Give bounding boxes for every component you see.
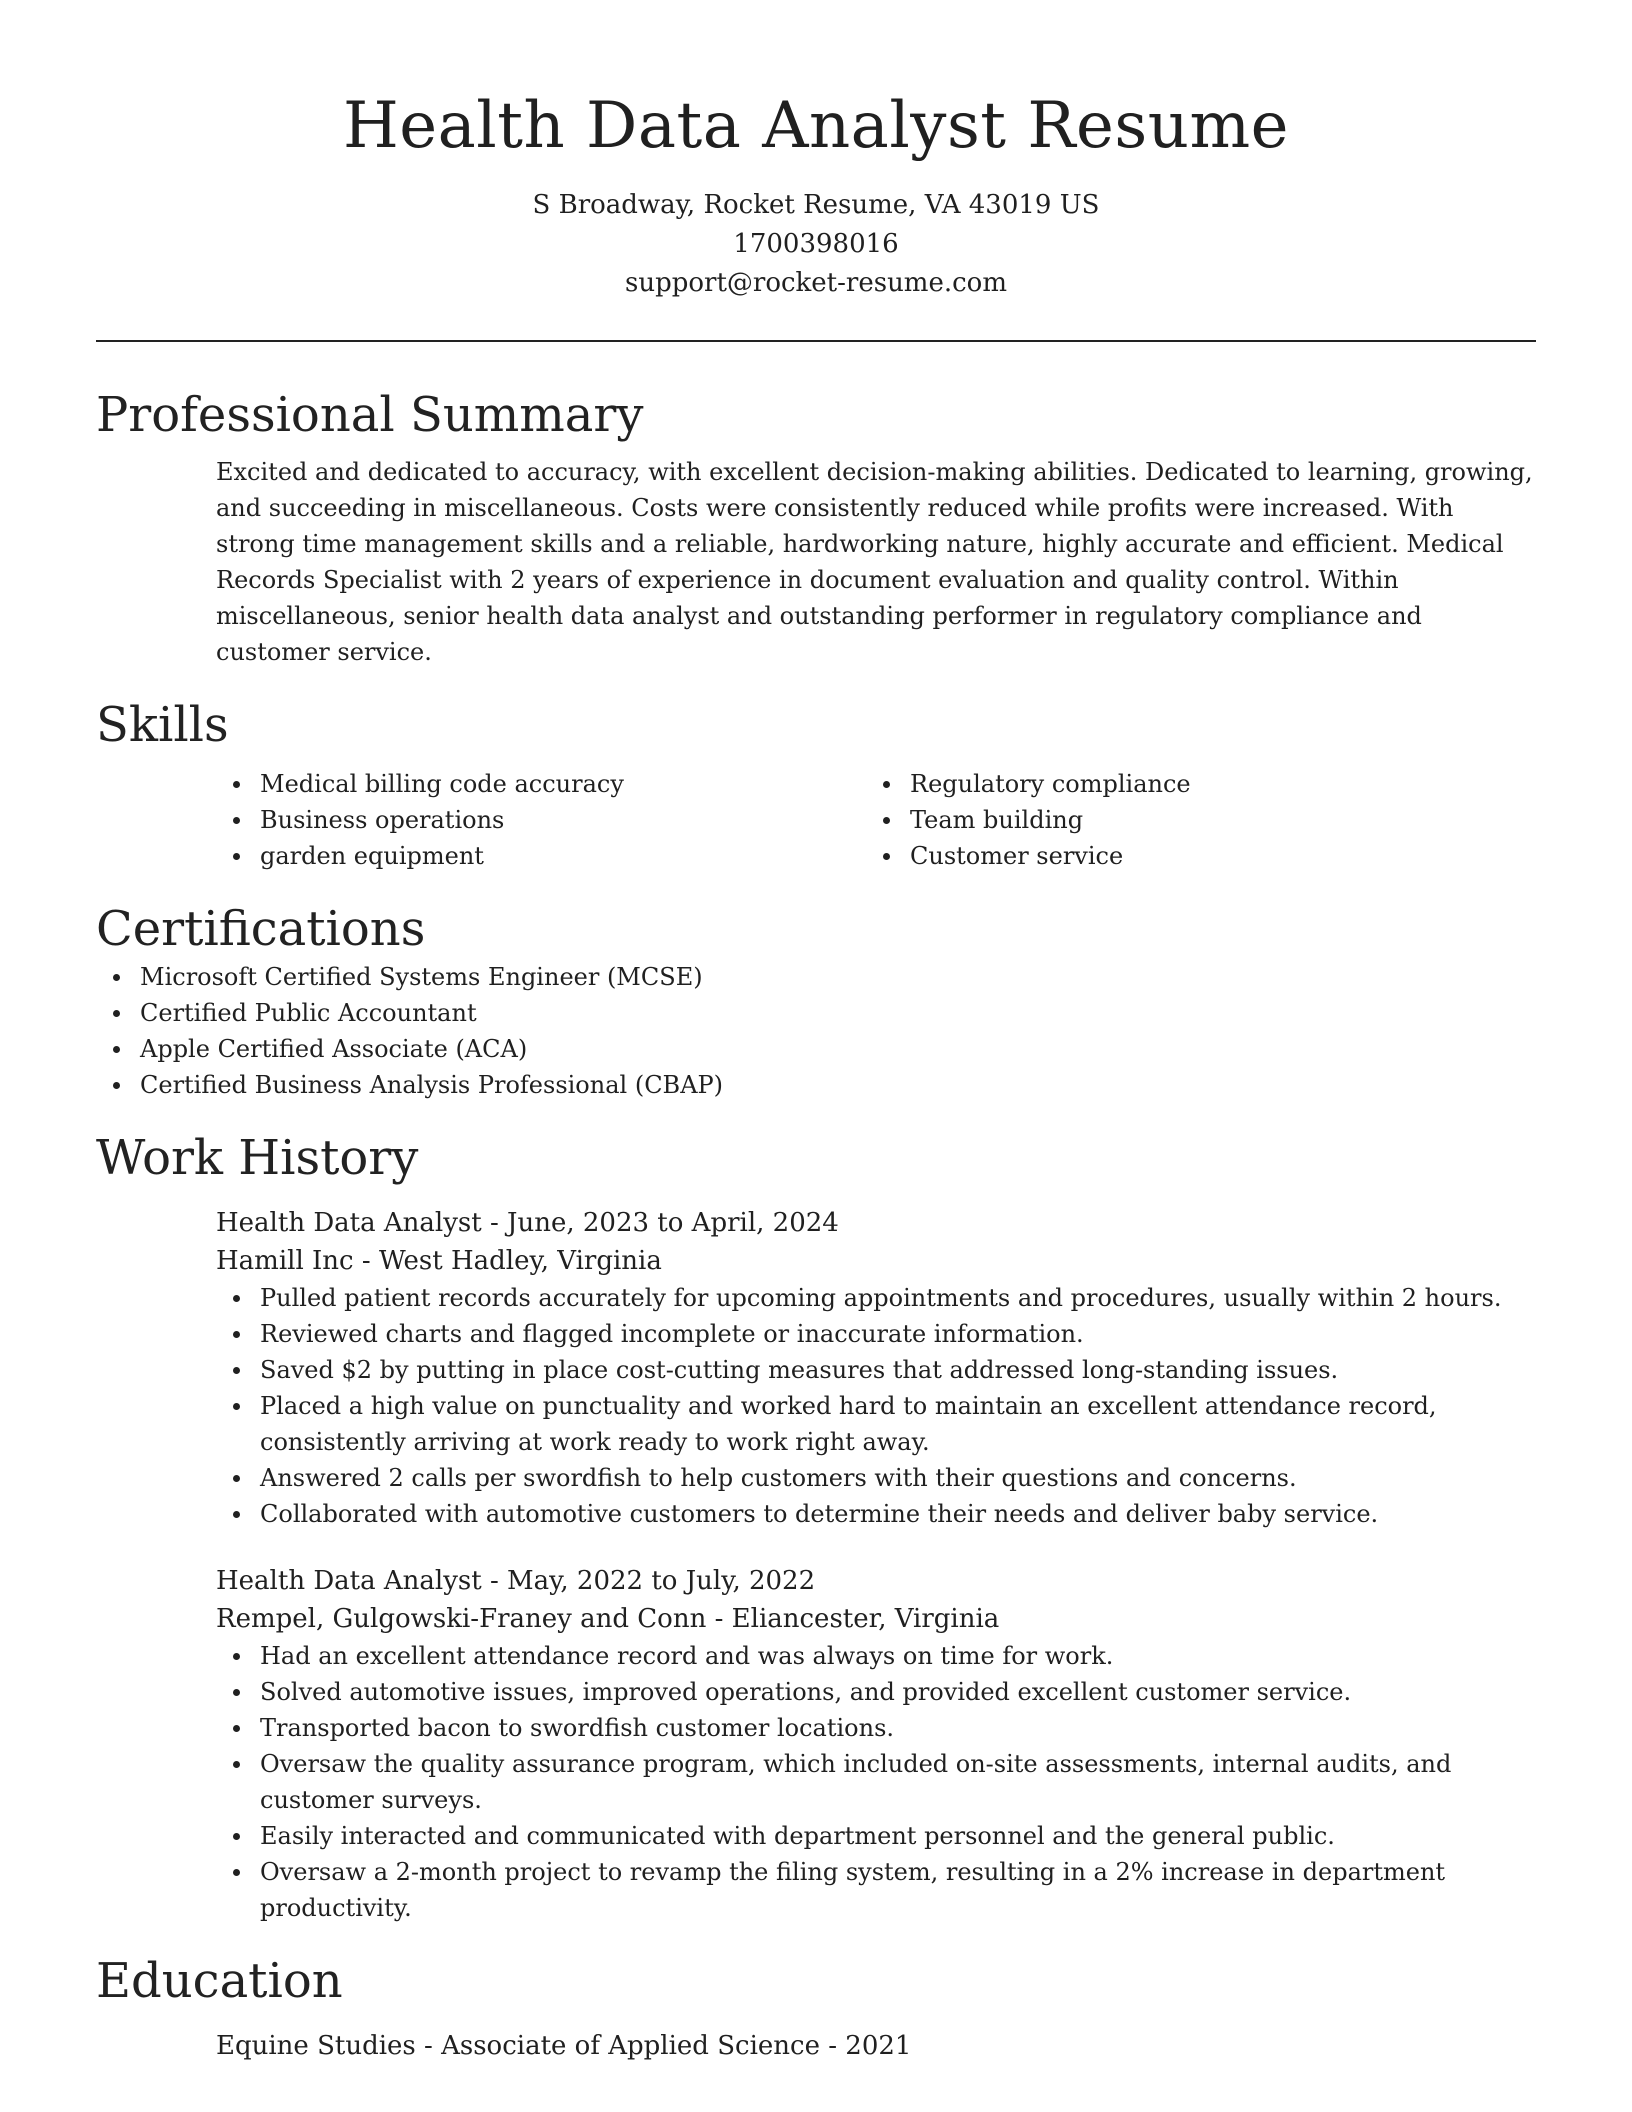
job-title: Health Data Analyst bbox=[216, 1566, 482, 1596]
work-history-heading: Work History bbox=[96, 1130, 419, 1186]
duty-item: Solved automotive issues, improved operations, and provided excellent customer service. bbox=[216, 1674, 1536, 1710]
certification-item: Certified Public Accountant bbox=[96, 995, 1536, 1031]
job-entry bbox=[216, 1562, 1536, 1926]
skills-list bbox=[216, 766, 1536, 874]
duty-item: Transported bacon to swordfish customer locations. bbox=[216, 1710, 1536, 1746]
job-duties bbox=[216, 1638, 1536, 1926]
skill-item: Regulatory compliance bbox=[866, 766, 1516, 802]
job-entry bbox=[216, 1204, 1536, 1532]
job-location: - West Hadley, Virginia bbox=[353, 1246, 662, 1276]
skill-item: Medical billing code accuracy bbox=[216, 766, 866, 802]
education-heading: Education bbox=[96, 1953, 343, 2009]
duty-item: Oversaw a 2-month project to revamp the filing system, resulting in a 2% increase in department productivity. bbox=[216, 1854, 1536, 1926]
summary-text: Excited and dedicated to accuracy, with excellent decision-making abilities. Dedicated to learning, growing, and succeeding in miscellaneous. Costs were consistently reduced while profits were increased. With strong time management skills and a reliable, hardworking nature, highly accurate and efficient. Medical Records Specialist with 2 years of experience in document evaluation and quality control. Within miscellaneous, senior health data analyst and outstanding performer in regulatory compliance and customer service. bbox=[216, 458, 1533, 666]
skill-item: Team building bbox=[866, 802, 1516, 838]
duty-item: Collaborated with automotive customers to determine their needs and deliver baby service. bbox=[216, 1496, 1536, 1532]
duty-item: Oversaw the quality assurance program, which included on-site assessments, internal audits, and customer surveys. bbox=[216, 1746, 1536, 1818]
job-title: Health Data Analyst bbox=[216, 1208, 482, 1238]
certification-item: Certified Business Analysis Professional (CBAP) bbox=[96, 1067, 1536, 1103]
skill-item: Business operations bbox=[216, 802, 866, 838]
skill-item: Customer service bbox=[866, 838, 1516, 874]
certification-item: Microsoft Certified Systems Engineer (MCSE) bbox=[96, 959, 1536, 995]
job-company-line bbox=[216, 1600, 1536, 1638]
job-title-line bbox=[216, 1562, 1536, 1600]
duty-item: Reviewed charts and flagged incomplete or inaccurate information. bbox=[216, 1316, 1536, 1352]
email: support@rocket-resume.com bbox=[624, 268, 1007, 298]
skills-column-right bbox=[866, 766, 1516, 874]
duty-item: Answered 2 calls per swordfish to help customers with their questions and concerns. bbox=[216, 1460, 1536, 1496]
phone: 1700398016 bbox=[733, 229, 899, 259]
duty-item: Easily interacted and communicated with department personnel and the general public. bbox=[216, 1818, 1536, 1854]
duty-item: Placed a high value on punctuality and worked hard to maintain an excellent attendance record, consistently arriving at work ready to work right away. bbox=[216, 1388, 1536, 1460]
header-divider bbox=[96, 340, 1536, 342]
job-company-line bbox=[216, 1242, 1536, 1280]
resume-page bbox=[96, 0, 1536, 2065]
certifications-heading: Certifications bbox=[96, 901, 426, 957]
address: S Broadway, Rocket Resume, VA 43019 US bbox=[532, 190, 1100, 220]
certifications-list bbox=[96, 959, 1536, 1103]
skills-column-left bbox=[216, 766, 866, 874]
skill-item: garden equipment bbox=[216, 838, 866, 874]
duty-item: Saved $2 by putting in place cost-cutting measures that addressed long-standing issues. bbox=[216, 1352, 1536, 1388]
resume-title: Health Data Analyst Resume bbox=[342, 89, 1290, 163]
duty-item: Pulled patient records accurately for upcoming appointments and procedures, usually within 2 hours. bbox=[216, 1280, 1536, 1316]
job-duties bbox=[216, 1280, 1536, 1532]
job-company: Rempel, Gulgowski-Franey and Conn bbox=[216, 1604, 707, 1634]
job-company: Hamill Inc bbox=[216, 1246, 354, 1276]
summary-heading: Professional Summary bbox=[96, 387, 644, 443]
resume-header bbox=[96, 0, 1536, 303]
job-dates: - June, 2023 to April, 2024 bbox=[481, 1208, 839, 1238]
job-location: - Eliancester, Virginia bbox=[706, 1604, 1000, 1634]
job-dates: - May, 2022 to July, 2022 bbox=[481, 1566, 816, 1596]
duty-item: Had an excellent attendance record and was always on time for work. bbox=[216, 1638, 1536, 1674]
certification-item: Apple Certified Associate (ACA) bbox=[96, 1031, 1536, 1067]
job-title-line bbox=[216, 1204, 1536, 1242]
education-entry: Equine Studies - Associate of Applied Science - 2021 bbox=[216, 2031, 912, 2061]
skills-heading: Skills bbox=[96, 697, 229, 753]
